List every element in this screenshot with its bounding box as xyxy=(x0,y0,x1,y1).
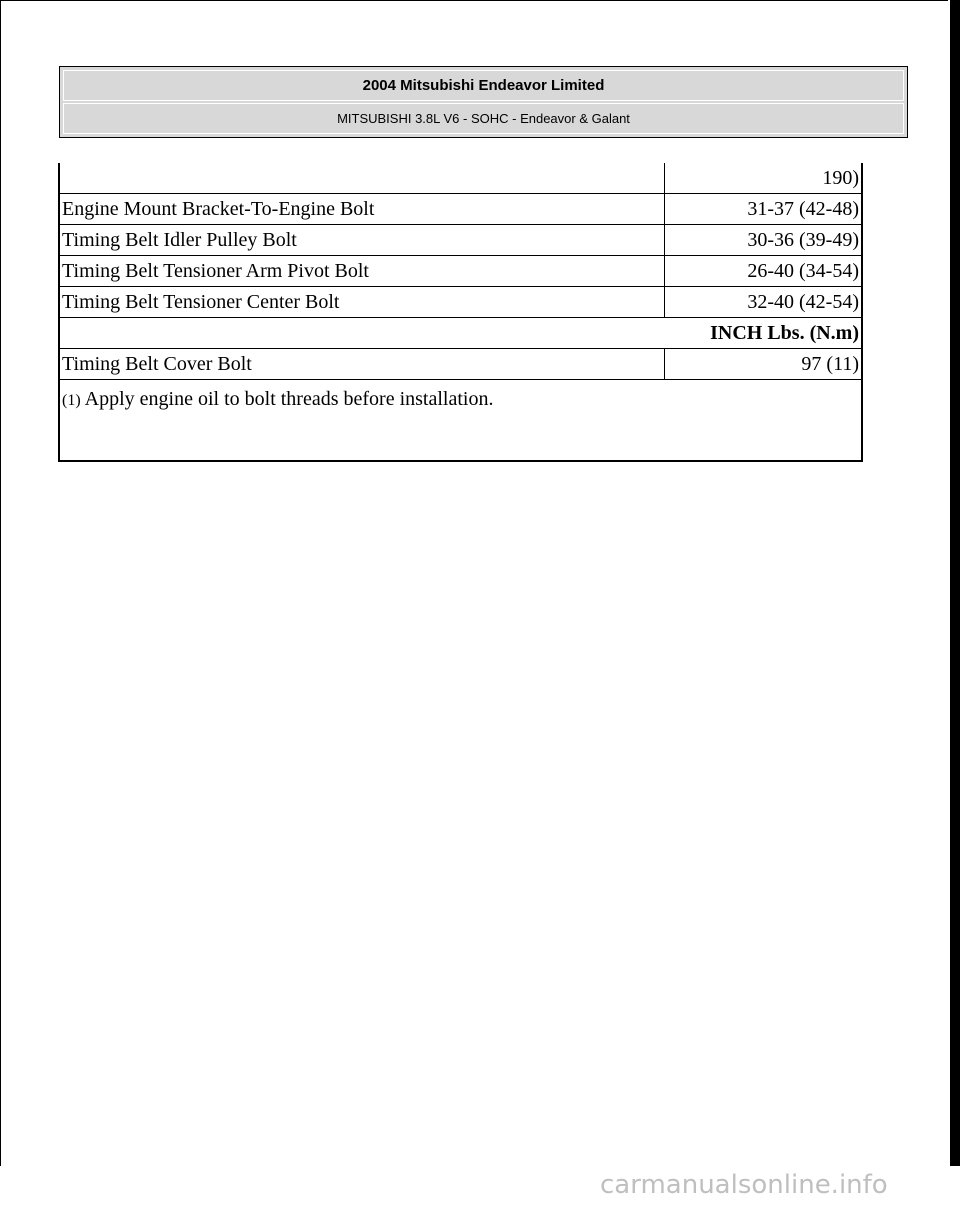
footnote-marker: (1) xyxy=(62,392,81,409)
page-border-right xyxy=(950,0,960,1166)
spec-name-cell xyxy=(59,163,665,194)
spec-value-cell: 31-37 (42-48) xyxy=(665,194,863,225)
spec-name-cell: Timing Belt Tensioner Center Bolt xyxy=(59,287,665,318)
spec-value-cell: 26-40 (34-54) xyxy=(665,256,863,287)
document-title: 2004 Mitsubishi Endeavor Limited xyxy=(63,70,904,101)
spec-value-cell: 32-40 (42-54) xyxy=(665,287,863,318)
spec-name-cell: Timing Belt Idler Pulley Bolt xyxy=(59,225,665,256)
footnote-cell xyxy=(59,380,862,462)
spec-value-cell: 30-36 (39-49) xyxy=(665,225,863,256)
table-row xyxy=(59,163,862,194)
unit-header: INCH Lbs. (N.m) xyxy=(59,318,862,349)
footnote-row xyxy=(59,380,862,462)
spec-name-cell: Timing Belt Tensioner Arm Pivot Bolt xyxy=(59,256,665,287)
footnote-text: Apply engine oil to bolt threads before installation. xyxy=(84,388,494,410)
table-row xyxy=(59,194,862,225)
table-row xyxy=(59,349,862,380)
spec-value-cell: 97 (11) xyxy=(665,349,863,380)
watermark: carmanualsonline.info xyxy=(600,1170,888,1200)
spec-name-cell: Timing Belt Cover Bolt xyxy=(59,349,665,380)
spec-name-cell: Engine Mount Bracket-To-Engine Bolt xyxy=(59,194,665,225)
table-row xyxy=(59,256,862,287)
table-row xyxy=(59,225,862,256)
table-row xyxy=(59,287,862,318)
torque-spec-table xyxy=(58,163,863,462)
spec-value-cell: 190) xyxy=(665,163,863,194)
page-border-right-gap xyxy=(948,0,950,1166)
document-subtitle: MITSUBISHI 3.8L V6 - SOHC - Endeavor & Galant xyxy=(63,103,904,134)
document-header xyxy=(59,66,908,138)
unit-header-row xyxy=(59,318,862,349)
